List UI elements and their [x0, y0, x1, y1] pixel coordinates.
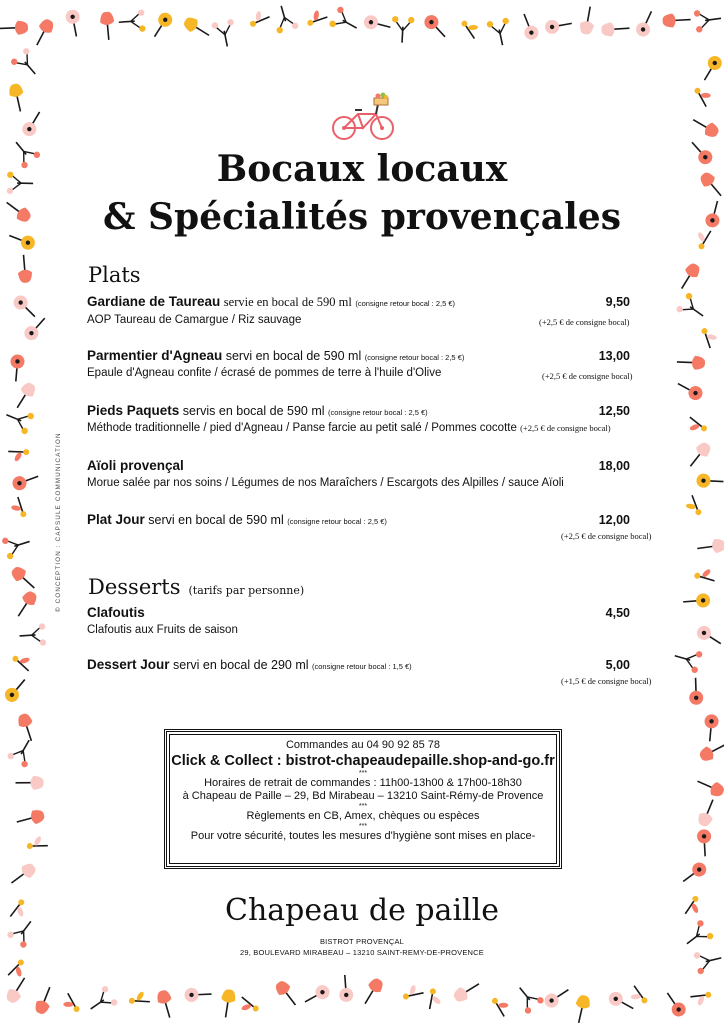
item-deposit: (+2,5 € de consigne bocal)	[539, 317, 630, 327]
order-phone: Commandes au 04 90 92 85 78	[285, 739, 441, 751]
item-note: (consigne retour bocal : 2,5 €)	[364, 353, 465, 362]
item-name: Gardiane de Taureau	[87, 294, 221, 309]
item-serving: servi en bocal de 590 ml	[148, 513, 284, 527]
separator-stars: ***	[358, 770, 368, 777]
bicycle-icon	[330, 92, 398, 144]
item-name: Clafoutis	[87, 605, 145, 620]
menu-item	[87, 403, 647, 434]
pickup-address: à Chapeau de Paille – 29, Bd Mirabeau – 13210 Saint-Rémy-de Provence	[182, 790, 544, 802]
item-name: Plat Jour	[87, 512, 145, 527]
section-title-desserts: Desserts (tarifs par personne)	[88, 575, 305, 599]
item-price: 9,50	[605, 295, 630, 309]
menu-title-line2: & Spécialités provençales	[103, 196, 621, 238]
item-deposit: (+1,5 € de consigne bocal)	[561, 676, 652, 686]
separator-stars: ***	[358, 823, 368, 830]
restaurant-name: Chapeau de paille	[225, 893, 499, 928]
separator-stars: ***	[358, 803, 368, 810]
click-collect-link[interactable]: Click & Collect : bistrot-chapeaudepaille.shop-and-go.fr	[171, 753, 555, 769]
item-note: (consigne retour bocal : 2,5 €)	[328, 408, 428, 417]
item-price: 4,50	[605, 606, 630, 620]
item-description: Morue salée par nos soins / Légumes de nos Maraîchers / Escargots des Alpilles / sauce Aïoli	[87, 477, 564, 489]
menu-item	[87, 458, 647, 489]
item-name: Pieds Paquets	[87, 403, 180, 418]
item-description: Méthode traditionnelle / pied d'Agneau / Panse farcie au petit salé / Pommes cocotte (+2,5 € de consigne bocal)	[87, 422, 611, 434]
restaurant-subtitle: BISTROT PROVENÇAL	[319, 937, 405, 946]
item-serving: servi en bocal de 290 ml	[173, 658, 309, 672]
section-title-plats: Plats	[88, 263, 141, 287]
item-note: (consigne retour bocal : 2,5 €)	[355, 299, 455, 308]
item-description: Clafoutis aux Fruits de saison	[87, 624, 238, 636]
menu-item	[87, 512, 647, 527]
item-note: (consigne retour bocal : 2,5 €)	[287, 517, 387, 526]
item-serving: servis en bocal de 590 ml	[182, 404, 325, 418]
item-note: (consigne retour bocal : 1,5 €)	[312, 662, 412, 671]
item-name: Dessert Jour	[87, 657, 170, 672]
item-description: AOP Taureau de Camargue / Riz sauvage	[87, 314, 302, 326]
item-price: 5,00	[605, 658, 630, 672]
item-deposit: (+2,5 € de consigne bocal)	[542, 371, 633, 381]
item-price: 12,00	[598, 513, 630, 527]
item-description: Epaule d'Agneau confite / écrasé de pommes de terre à l'huile d'Olive	[87, 367, 442, 379]
item-deposit: (+2,5 € de consigne bocal)	[520, 423, 611, 433]
item-deposit: (+2,5 € de consigne bocal)	[561, 531, 652, 541]
menu-item	[87, 605, 647, 636]
menu-item	[87, 657, 647, 672]
desserts-note: (tarifs par personne)	[188, 584, 305, 597]
item-price: 12,50	[598, 404, 630, 418]
restaurant-address: 29, BOULEVARD MIRABEAU – 13210 SAINT-REMY-DE-PROVENCE	[239, 948, 484, 957]
item-serving: servie en bocal de 590 ml	[223, 295, 352, 309]
item-name: Parmentier d'Agneau	[87, 348, 223, 363]
item-price: 13,00	[598, 349, 630, 363]
payment-methods: Règlements en CB, Amex, chèques ou espèces	[246, 810, 480, 822]
design-credit: © CONCEPTION : CAPSULE COMMUNICATION	[55, 432, 62, 612]
item-serving: servi en bocal de 590 ml	[225, 349, 362, 363]
safety-note: Pour votre sécurité, toutes les mesures d'hygiène sont mises en place-	[190, 830, 536, 842]
menu-title-line1: Bocaux locaux	[216, 148, 508, 190]
item-price: 18,00	[598, 459, 630, 473]
item-name: Aïoli provençal	[87, 458, 184, 473]
pickup-hours: Horaires de retrait de commandes : 11h00-13h00 & 17h00-18h30	[204, 777, 522, 789]
order-info-box	[164, 729, 562, 869]
